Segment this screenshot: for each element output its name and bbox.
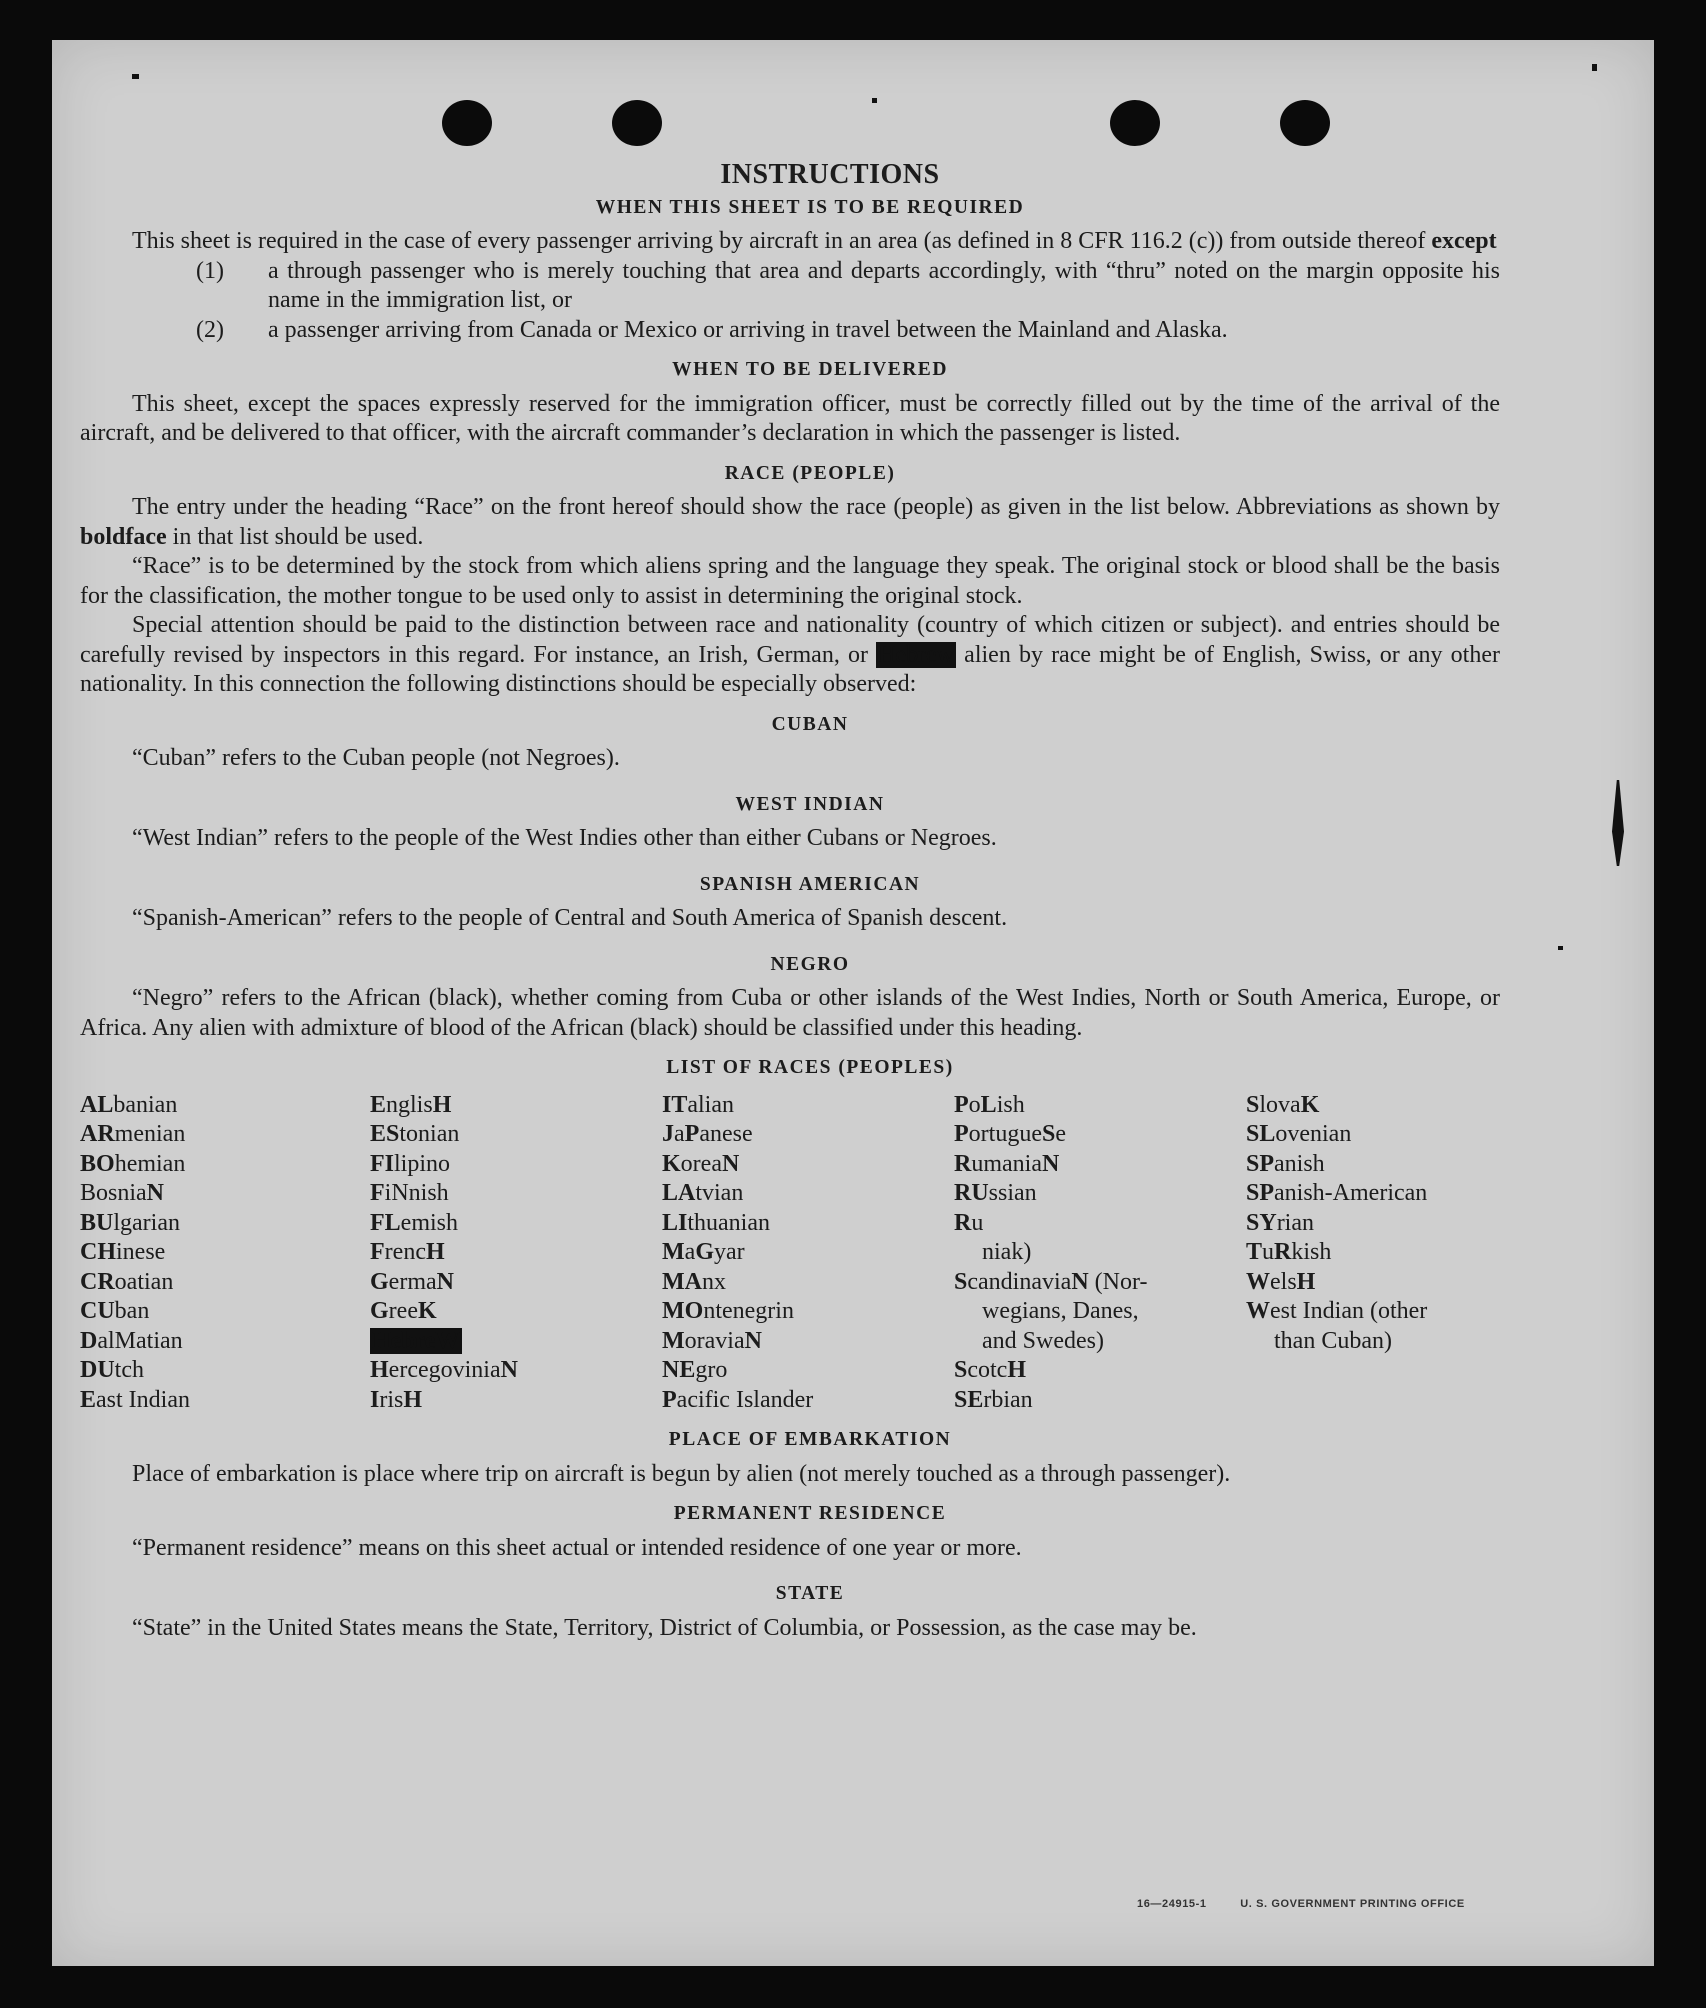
paragraph: “Spanish-American” refers to the people of Central and South America of Spanish descent. [132, 905, 1008, 931]
race-entry: BOhemian [80, 1150, 186, 1177]
section-heading: NEGRO [770, 953, 850, 975]
race-entry: FIlipino [370, 1150, 451, 1177]
race-entry: SLovenian [1246, 1121, 1352, 1147]
race-entry: CUban [80, 1298, 150, 1324]
race-entry: TuRkish [1246, 1239, 1332, 1265]
paragraph: “West Indian” refers to the people of the West Indies other than either Cubans or Negroes. [132, 825, 997, 851]
section-heading: CUBAN [771, 713, 849, 735]
paragraph: “Cuban” refers to the Cuban people (not Negroes). [132, 745, 620, 771]
race-entry: ALbanian [80, 1091, 178, 1118]
page-title: INSTRUCTIONS [720, 159, 940, 190]
race-entry: HercegoviniaN [370, 1357, 518, 1383]
race-entry: EnglisH [370, 1091, 452, 1118]
race-entry: SlovaK [1246, 1091, 1320, 1118]
race-entry: SPanish-American [1246, 1180, 1428, 1206]
race-entry: and Swedes) [982, 1327, 1104, 1354]
document-page [52, 40, 1654, 1966]
race-entry: MoraviaN [662, 1327, 762, 1354]
speck [872, 98, 877, 103]
margin-mark [1612, 780, 1624, 866]
printer-name: U. S. GOVERNMENT PRINTING OFFICE [1240, 1898, 1465, 1910]
paragraph: Special attention should be paid to the distinction between race and nationality (country of which citizen or subject). and entries should be carefully revised by inspectors in this regard. For instance, an Irish, German, or Hebrew alien by race might be of English, Swiss, or any other nationality. In this connection the following distinctions should be especially observed: [80, 612, 1500, 697]
section-heading: WEST INDIAN [735, 793, 885, 815]
race-entry: MAnx [662, 1268, 726, 1295]
race-entry: MaGyar [662, 1239, 745, 1265]
section-heading: PERMANENT RESIDENCE [673, 1503, 947, 1524]
race-entry: JaPanese [662, 1121, 753, 1147]
race-entry: wegians, Danes, [982, 1298, 1139, 1324]
race-entry: ScandinaviaN (Nor- [954, 1268, 1148, 1295]
race-entry: RUssian [954, 1180, 1037, 1206]
race-entry: than Cuban) [1274, 1327, 1392, 1354]
race-entry: SYrian [1246, 1209, 1314, 1236]
paragraph: “State” in the United States means the State, Territory, District of Columbia, or Possession, as the case may be. [132, 1614, 1197, 1641]
race-entry: ARmenian [80, 1121, 186, 1147]
race-entry: NEgro [662, 1357, 728, 1383]
section-heading: PLACE OF EMBARKATION [668, 1429, 952, 1450]
paragraph: Place of embarkation is place where trip on aircraft is begun by alien (not merely touched as a through passenger). [132, 1460, 1231, 1487]
redacted-word: HebreW [372, 1327, 460, 1354]
section-heading: STATE [775, 1583, 845, 1604]
punch-hole [442, 100, 492, 146]
race-entry: CHinese [80, 1239, 166, 1265]
race-entry: LAtvian [662, 1180, 744, 1206]
paragraph: “Negro” refers to the African (black), whether coming from Cuba or other islands of the West Indies, North or South America, Europe, or Africa. Any alien with admixture of blood of the African (black) should be classified under this heading. [80, 985, 1500, 1041]
race-entry: RumaniaN [954, 1150, 1060, 1177]
race-list [80, 1091, 1500, 1416]
race-entry: FiNnish [370, 1180, 449, 1206]
race-entry: East Indian [80, 1386, 190, 1413]
punch-hole [1110, 100, 1160, 146]
race-entry: CRoatian [80, 1268, 174, 1295]
section-heading: RACE (PEOPLE) [724, 462, 896, 484]
race-column [662, 1091, 954, 1416]
speck [1592, 64, 1597, 71]
clause-2: (2) a passenger arriving from Canada or Mexico or arriving in travel between the Mainland and Alaska. [196, 316, 1228, 343]
paragraph: “Permanent residence” means on this sheet actual or intended residence of one year or more. [132, 1534, 1022, 1561]
section-heading: SPANISH AMERICAN [699, 873, 921, 895]
race-entry: KoreaN [662, 1150, 740, 1177]
race-entry: FrencH [370, 1239, 445, 1265]
race-entry: SPanish [1246, 1150, 1325, 1177]
race-entry: SErbian [954, 1386, 1033, 1413]
race-entry: DUtch [80, 1357, 144, 1383]
instructions-body [80, 160, 1500, 1643]
race-entry: West Indian (other [1246, 1298, 1428, 1324]
paragraph: This sheet is required in the case of every passenger arriving by aircraft in an area (as defined in 8 CFR 116.2 (c)) from outside thereof except [132, 228, 1497, 254]
section-heading: WHEN THIS SHEET IS TO BE REQUIRED [595, 196, 1025, 218]
race-column [954, 1091, 1246, 1416]
punch-hole [1280, 100, 1330, 146]
form-number: 16—24915-1 [1137, 1898, 1207, 1910]
race-entry: niak) [982, 1239, 1032, 1265]
race-entry: ITalian [662, 1091, 734, 1118]
section-heading: WHEN TO BE DELIVERED [672, 359, 948, 380]
printer-imprint [1137, 1898, 1495, 1910]
race-entry: EStonian [370, 1121, 460, 1147]
race-entry: IrisH [370, 1386, 423, 1413]
race-entry [370, 1327, 662, 1357]
paragraph: The entry under the heading “Race” on the front hereof should show the race (people) as given in the list below. Abbreviations as shown by boldface in that list should be used. [80, 494, 1500, 550]
race-entry: BUlgarian [80, 1209, 180, 1236]
race-entry: BosniaN [80, 1180, 165, 1206]
race-column [370, 1091, 662, 1416]
clause-1: (1) a through passenger who is merely touching that area and departs accordingly, with “thru” noted on the margin opposite his name in the immigration list, or [196, 257, 1500, 313]
speck [1558, 946, 1563, 950]
race-entry: GreeK [370, 1298, 437, 1324]
speck [132, 74, 139, 79]
race-entry: DalMatian [80, 1327, 183, 1354]
punch-hole [612, 100, 662, 146]
race-column [80, 1091, 370, 1416]
race-entry: PortugueSe [954, 1121, 1066, 1147]
race-entry: Pacific Islander [662, 1386, 814, 1413]
race-entry: ScotcH [954, 1357, 1027, 1383]
race-entry: WelsH [1246, 1268, 1316, 1295]
race-entry: MOntenegrin [662, 1298, 794, 1324]
race-column [1246, 1091, 1506, 1416]
redacted-word: Hebrew [878, 641, 955, 668]
paragraph: This sheet, except the spaces expressly reserved for the immigration officer, must be correctly filled out by the time of the arrival of the aircraft, and be delivered to that officer, with the aircraft commander’s declaration in which the passenger is listed. [80, 390, 1500, 446]
race-entry: GermaN [370, 1268, 454, 1295]
race-entry: FLemish [370, 1209, 458, 1236]
race-entry: PoLish [954, 1091, 1025, 1118]
race-entry: Ru [954, 1209, 984, 1236]
paragraph: “Race” is to be determined by the stock from which aliens spring and the language they speak. The original stock or blood shall be the basis for the classification, the mother tongue to be used only to assist in determining the original stock. [80, 553, 1500, 609]
section-heading: LIST OF RACES (PEOPLES) [666, 1057, 954, 1078]
race-entry: LIthuanian [662, 1209, 770, 1236]
